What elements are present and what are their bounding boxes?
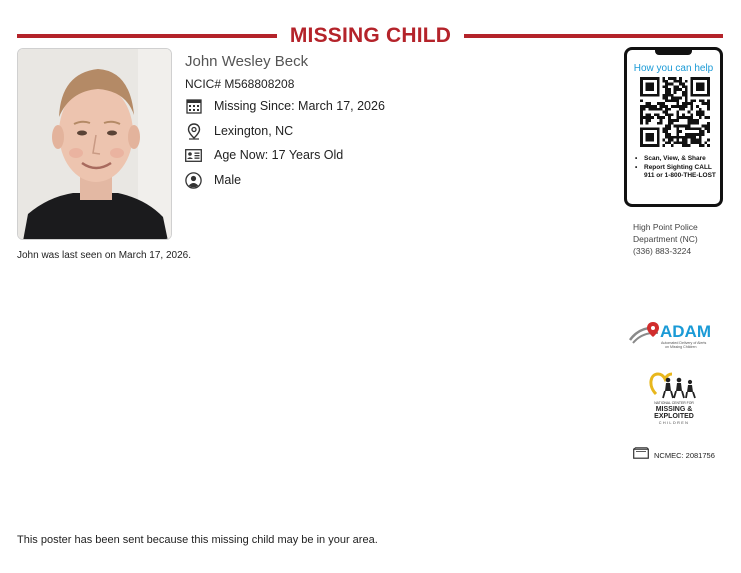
svg-text:EXPLOITED: EXPLOITED bbox=[654, 413, 694, 420]
location-row bbox=[185, 122, 294, 140]
sex-text: Male bbox=[214, 173, 242, 187]
agency-name-line2: Department (NC) bbox=[633, 234, 698, 244]
ncmec-logo bbox=[646, 368, 702, 428]
age-row bbox=[185, 146, 344, 164]
ncmec-case bbox=[633, 446, 715, 464]
help-bullet: • Scan, View, & Share bbox=[633, 155, 719, 164]
help-bullet: • Report Sighting CALL 911 or 1-800-THE-LOST bbox=[633, 164, 719, 181]
svg-text:MISSING &: MISSING & bbox=[655, 406, 693, 413]
id-card-icon bbox=[185, 147, 202, 164]
page-title: MISSING CHILD bbox=[289, 24, 452, 47]
agency-phone: (336) 883-3224 bbox=[633, 246, 692, 256]
svg-text:NATIONAL CENTER FOR: NATIONAL CENTER FOR bbox=[654, 401, 694, 405]
agency-name-line1: High Point Police bbox=[633, 222, 698, 232]
adam-logo bbox=[628, 318, 718, 352]
header-rule-left bbox=[17, 34, 277, 38]
svg-text:CHILDREN: CHILDREN bbox=[658, 421, 690, 425]
child-photo bbox=[17, 48, 172, 240]
calendar-icon bbox=[185, 98, 202, 115]
footer-note: This poster has been sent because this missing child may be in your area. bbox=[17, 534, 378, 546]
ncmec-id-text: NCMEC: 2081756 bbox=[654, 450, 715, 460]
help-phone-panel bbox=[624, 47, 723, 207]
help-bullets bbox=[633, 155, 719, 181]
missing-since-row bbox=[185, 97, 385, 115]
missing-since-text: Missing Since: March 17, 2026 bbox=[214, 99, 385, 113]
header-rule-right bbox=[464, 34, 723, 38]
last-seen-text: John was last seen on March 17, 2026. bbox=[17, 250, 191, 261]
qr-code[interactable] bbox=[640, 77, 710, 147]
ncic-number: NCIC# M568808208 bbox=[185, 77, 295, 91]
phone-notch bbox=[655, 50, 692, 55]
person-icon bbox=[185, 172, 202, 189]
svg-text:on Missing Children: on Missing Children bbox=[665, 345, 697, 349]
help-title: How you can help bbox=[633, 63, 714, 74]
location-text: Lexington, NC bbox=[214, 124, 294, 138]
svg-text:Automated Delivery of Alerts: Automated Delivery of Alerts bbox=[661, 341, 707, 345]
location-pin-icon bbox=[185, 123, 202, 140]
agency-contact bbox=[633, 221, 698, 257]
folder-icon bbox=[633, 446, 649, 464]
age-text: Age Now: 17 Years Old bbox=[214, 148, 344, 162]
child-name: John Wesley Beck bbox=[185, 53, 309, 70]
sex-row bbox=[185, 171, 242, 189]
svg-text:ADAM: ADAM bbox=[660, 322, 711, 341]
